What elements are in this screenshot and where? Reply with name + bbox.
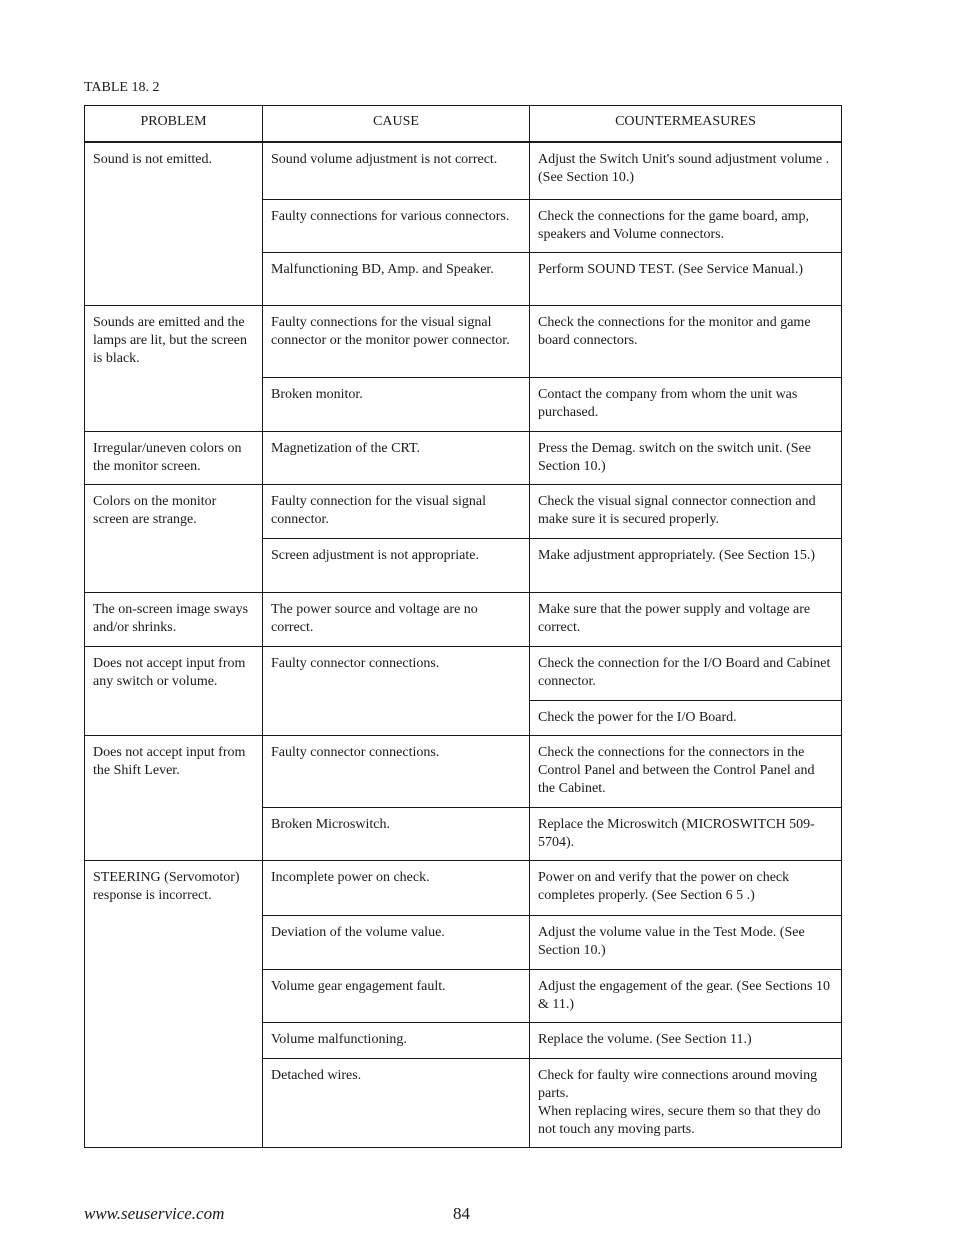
countermeasure-cell: Check the connection for the I/O Board and Cabinet connector. [530, 646, 842, 700]
header-countermeasures: COUNTERMEASURES [530, 106, 842, 143]
countermeasure-cell: Adjust the engagement of the gear. (See Sections 10 & 11.) [530, 969, 842, 1022]
countermeasure-cell: Check the connections for the monitor and game board connectors. [530, 305, 842, 377]
page-number: 84 [453, 1204, 470, 1223]
countermeasure-cell: Contact the company from whom the unit was purchased. [530, 377, 842, 431]
table-row [85, 305, 842, 377]
countermeasure-cell: Make adjustment appropriately. (See Section 15.) [530, 538, 842, 592]
table-row [85, 735, 842, 807]
cause-cell: Broken Microswitch. [263, 807, 530, 860]
cause-cell: Faulty connector connections. [263, 646, 530, 735]
cause-cell: Faulty connections for the visual signal connector or the monitor power connector. [263, 305, 530, 377]
countermeasure-cell: Press the Demag. switch on the switch unit. (See Section 10.) [530, 431, 842, 484]
countermeasure-cell: Check the connections for the connectors in the Control Panel and between the Control Panel and the Cabinet. [530, 735, 842, 807]
countermeasure-cell: Check the power for the I/O Board. [530, 700, 842, 735]
problem-cell: Colors on the monitor screen are strange. [85, 484, 263, 592]
problem-cell: Does not accept input from the Shift Lever. [85, 735, 263, 860]
cause-cell: Deviation of the volume value. [263, 915, 530, 969]
cause-cell: The power source and voltage are no correct. [263, 592, 530, 646]
countermeasure-line: Check for faulty wire connections around moving parts. [538, 1067, 818, 1101]
cause-cell: Faulty connection for the visual signal connector. [263, 484, 530, 538]
countermeasure-cell: Power on and verify that the power on check completes properly. (See Section 6 5 .) [530, 860, 842, 915]
table-row [85, 431, 842, 484]
countermeasure-cell: Replace the Microswitch (MICROSWITCH 509-5704). [530, 807, 842, 860]
countermeasure-cell: Adjust the volume value in the Test Mode. (See Section 10.) [530, 915, 842, 969]
table-caption: TABLE 18. 2 [84, 80, 160, 95]
header-cause: CAUSE [263, 106, 530, 143]
countermeasure-cell [530, 1058, 842, 1147]
cause-cell: Faulty connector connections. [263, 735, 530, 807]
cause-cell: Detached wires. [263, 1058, 530, 1147]
cause-cell: Screen adjustment is not appropriate. [263, 538, 530, 592]
table-row [85, 592, 842, 646]
footer-url: www.seuservice.com [84, 1204, 225, 1223]
cause-cell: Sound volume adjustment is not correct. [263, 142, 530, 199]
problem-cell: STEERING (Servomotor) response is incorrect. [85, 860, 263, 1147]
troubleshooting-table [84, 105, 842, 1148]
problem-cell: Sound is not emitted. [85, 142, 263, 305]
countermeasure-cell: Replace the volume. (See Section 11.) [530, 1022, 842, 1058]
cause-cell: Incomplete power on check. [263, 860, 530, 915]
countermeasure-cell: Adjust the Switch Unit's sound adjustment volume . (See Section 10.) [530, 142, 842, 199]
cause-cell: Malfunctioning BD, Amp. and Speaker. [263, 252, 530, 305]
table-row [85, 860, 842, 915]
cause-cell: Broken monitor. [263, 377, 530, 431]
cause-cell: Faulty connections for various connectors. [263, 199, 530, 252]
countermeasure-cell: Check the visual signal connector connection and make sure it is secured properly. [530, 484, 842, 538]
countermeasure-cell: Perform SOUND TEST. (See Service Manual.) [530, 252, 842, 305]
countermeasure-cell: Make sure that the power supply and voltage are correct. [530, 592, 842, 646]
table-row [85, 142, 842, 199]
countermeasure-cell: Check the connections for the game board, amp, speakers and Volume connectors. [530, 199, 842, 252]
header-problem: PROBLEM [85, 106, 263, 143]
cause-cell: Volume gear engagement fault. [263, 969, 530, 1022]
cause-cell: Volume malfunctioning. [263, 1022, 530, 1058]
table-header-row [85, 106, 842, 143]
problem-cell: The on-screen image sways and/or shrinks. [85, 592, 263, 646]
cause-cell: Magnetization of the CRT. [263, 431, 530, 484]
table-row [85, 484, 842, 538]
table-row [85, 646, 842, 700]
problem-cell: Sounds are emitted and the lamps are lit, but the screen is black. [85, 305, 263, 431]
problem-cell: Irregular/uneven colors on the monitor screen. [85, 431, 263, 484]
countermeasure-line: When replacing wires, secure them so that they do not touch any moving parts. [538, 1103, 821, 1137]
problem-cell: Does not accept input from any switch or volume. [85, 646, 263, 735]
